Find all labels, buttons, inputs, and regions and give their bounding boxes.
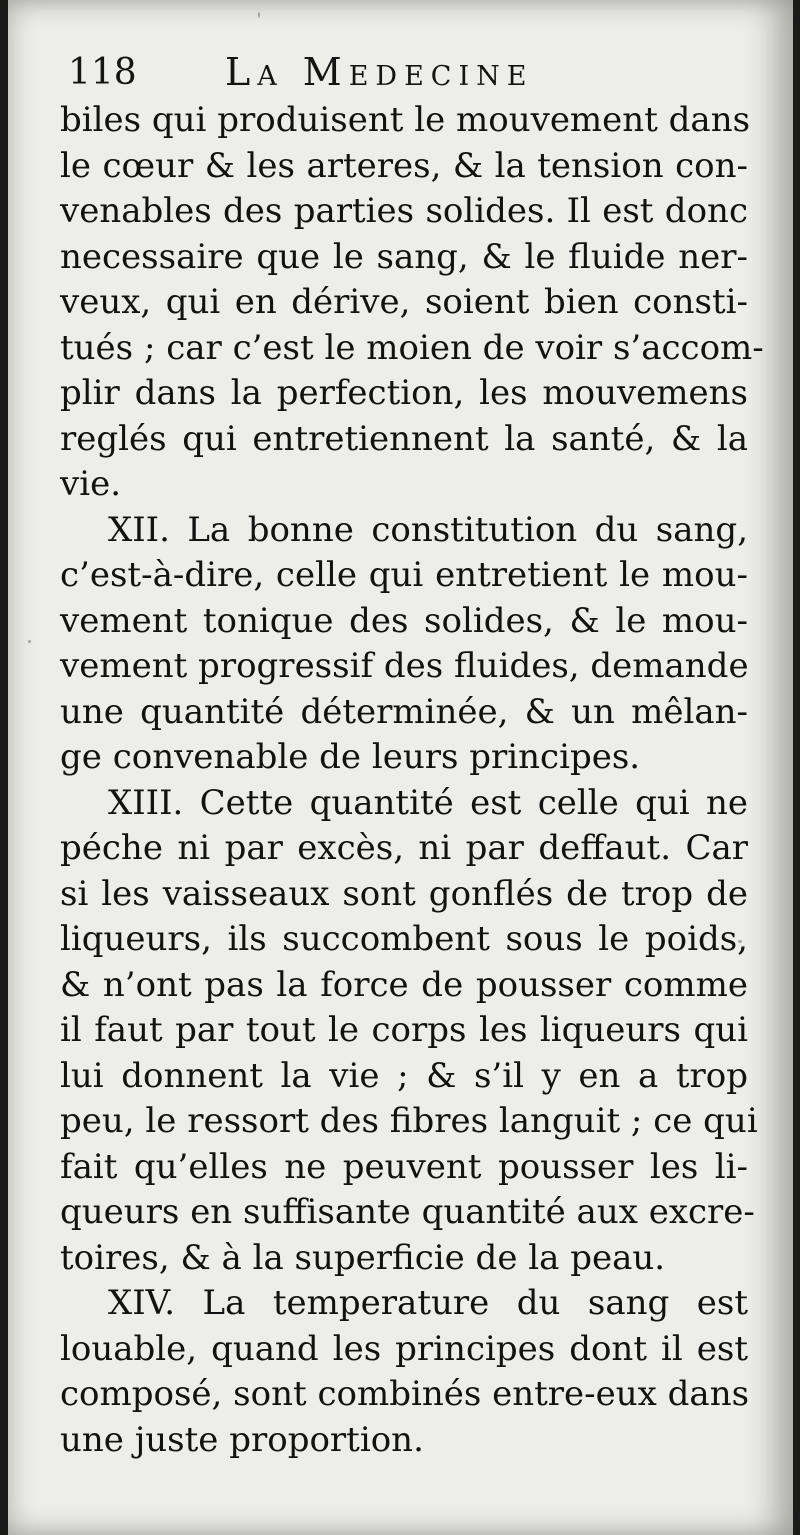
text-line: louable, quand les principes dont il est [60, 1328, 748, 1369]
text-line: il faut par tout le corps les liqueurs qui [60, 1010, 748, 1050]
text-line: lui donnent la vie ; & s’il y en a trop [60, 1055, 748, 1096]
paper-speck [28, 640, 31, 643]
text-line: composé, sont combinés entre-eux dans [60, 1374, 750, 1414]
text-line: biles qui produisent le mouvement dans [60, 100, 751, 140]
text-line: vement tonique des solides, & le mou- [60, 600, 748, 641]
text-line: peu, le ressort des fibres languit ; ce qui [60, 1101, 758, 1141]
text-line: c’est-à-dire, celle qui entretient le mou- [60, 555, 748, 595]
text-line: une juste proportion. [60, 1419, 424, 1460]
text-line: liqueurs, ils succombent sous le poids, [60, 919, 748, 959]
paragraph-start-line: XII. La bonne constitution du sang, [108, 509, 748, 550]
text-line: queurs en suffisante quantité aux excre- [60, 1192, 755, 1232]
text-line: veux, qui en dérive, soient bien consti- [60, 282, 748, 322]
text-line: péche ni par excès, ni par deffaut. Car [60, 828, 748, 868]
text-line: reglés qui entretiennent la santé, & la [60, 418, 748, 459]
running-head [60, 48, 620, 102]
paragraph-start-line: XIV. La temperature du sang est [108, 1283, 748, 1323]
text-line: une quantité déterminée, & un mêlan- [60, 691, 748, 732]
text-line: & n’ont pas la force de pousser comme [60, 964, 748, 1005]
page-number: 118 [68, 52, 137, 93]
text-line: vement progressif des fluides, demande [60, 646, 749, 686]
text-line: toires, & à la superficie de la peau. [60, 1237, 666, 1278]
book-page [8, 0, 793, 1535]
body-text [60, 98, 764, 1463]
text-line: ge convenable de leurs principes. [60, 737, 641, 777]
text-line: plir dans la perfection, les mouvemens [60, 373, 748, 413]
text-line: fait qu’elles ne peuvent pousser les li- [60, 1146, 748, 1187]
paragraph-start-line: XIII. Cette quantité est celle qui ne [108, 782, 748, 823]
text-line: si les vaisseaux sont gonflés de trop de [60, 873, 748, 914]
text-line: venables des parties solides. Il est donc [60, 191, 748, 231]
running-title: La Medecine [225, 50, 534, 94]
text-line: necessaire que le sang, & le fluide ner- [60, 236, 748, 277]
text-line: tués ; car c’est le moien de voir s’accom- [60, 327, 764, 368]
text-line: le cœur & les arteres, & la tension con- [60, 145, 748, 186]
text-line: vie. [60, 464, 122, 504]
paper-speck [258, 12, 260, 18]
